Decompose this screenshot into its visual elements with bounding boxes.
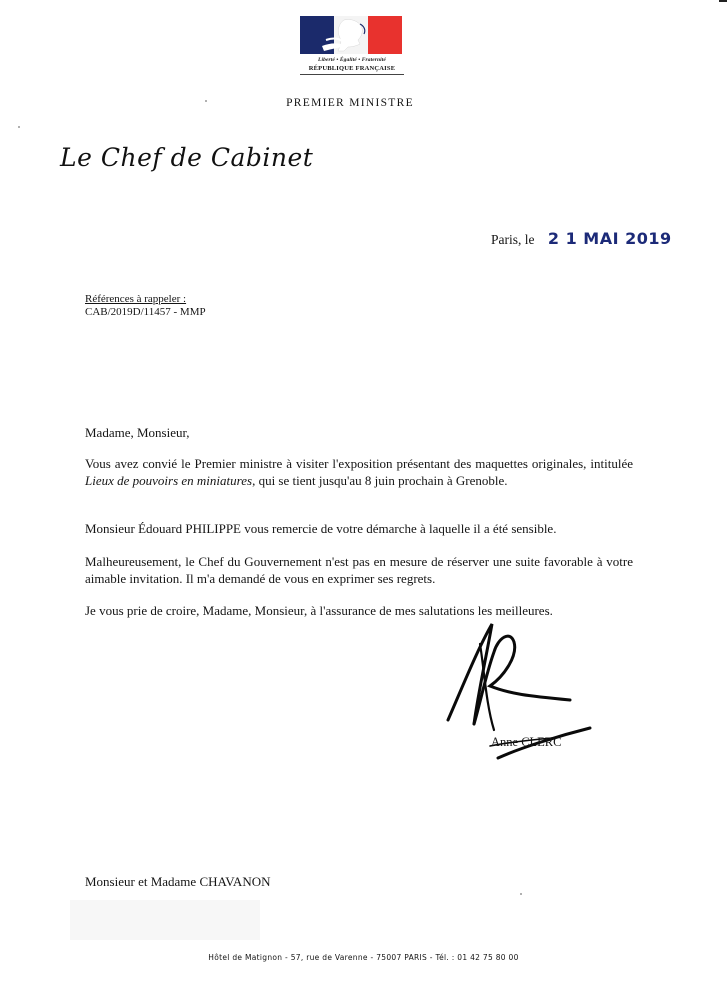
sender-title: Le Chef de Cabinet	[60, 143, 314, 172]
paragraph-invitation	[85, 455, 633, 489]
tricolor-flag-icon	[300, 16, 402, 54]
recipient-name: Monsieur et Madame CHAVANON	[85, 874, 271, 889]
footer-address: Hôtel de Matignon - 57, rue de Varenne - 75007 PARIS - Tél. : 01 42 75 80 00	[208, 953, 519, 962]
references-block	[85, 293, 206, 319]
date-stamp: 2 1 MAI 2019	[547, 229, 672, 248]
scan-speck	[18, 126, 20, 128]
paragraph-regrets: Malheureusement, le Chef du Gouvernement n'est pas en mesure de réserver une suite favorable à votre aimable invitation. Il m'a demandé de vous en exprimer ses regrets.	[85, 554, 633, 586]
paragraph-closing: Je vous prie de croire, Madame, Monsieur, à l'assurance de mes salutations les meilleures.	[85, 603, 553, 618]
paragraph-thanks: Monsieur Édouard PHILIPPE vous remercie de votre démarche à laquelle il a été sensible.	[85, 521, 557, 536]
ministry-heading: PREMIER MINISTRE	[286, 97, 414, 109]
references-label: Références à rappeler :	[85, 293, 187, 305]
scan-speck	[205, 100, 207, 102]
p1-text-start: Vous avez convié le Premier ministre à visiter l'exposition présentant des maquettes originales, intitulée	[85, 456, 633, 471]
salutation: Madame, Monsieur,	[85, 425, 190, 440]
logo-rule	[300, 74, 404, 75]
republic-motto: Liberté • Égalité • Fraternité	[318, 57, 386, 63]
redacted-address	[70, 900, 260, 940]
reference-code: CAB/2019D/11457 - MMP	[85, 306, 206, 318]
date-prefix: Paris, le	[491, 232, 535, 247]
exhibition-title: Lieux de pouvoirs en miniatures	[85, 473, 253, 488]
date-line	[491, 229, 672, 248]
p1-text-end: , qui se tient jusqu'au 8 juin prochain à Grenoble.	[252, 473, 508, 488]
marianne-logo	[300, 16, 404, 75]
republic-name: RÉPUBLIQUE FRANÇAISE	[308, 65, 396, 72]
edge-mark	[719, 0, 727, 2]
marianne-profile-icon	[300, 16, 402, 54]
signer-name: Anne CLERC	[491, 735, 562, 749]
scan-speck	[520, 893, 522, 895]
